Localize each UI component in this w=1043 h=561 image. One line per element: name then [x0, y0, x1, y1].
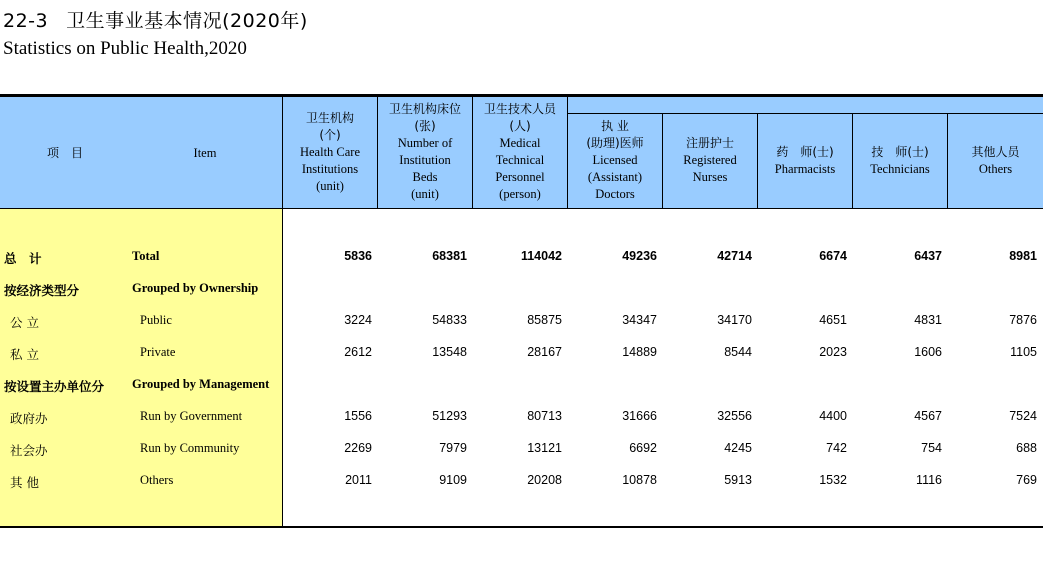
header-text: Pharmacists — [774, 162, 836, 176]
table-cell: 2023 — [819, 345, 847, 359]
header-beds — [378, 101, 472, 203]
table-cell: 1116 — [916, 473, 942, 487]
table-cell: 1532 — [819, 473, 847, 487]
page-title-zh — [3, 6, 308, 33]
table-cell: 32556 — [717, 409, 752, 423]
table-cell: 4567 — [914, 409, 942, 423]
row-label-zh: 按经济类型分 — [4, 283, 80, 298]
header-rule — [0, 208, 1043, 209]
row-label-zh: 按设置主办单位分 — [4, 379, 105, 394]
header-text: Personnel — [495, 170, 545, 184]
table-cell: 13121 — [527, 441, 562, 455]
table-cell: 754 — [921, 441, 942, 455]
table-cell: 80713 — [527, 409, 562, 423]
header-text: 卫生机构 — [305, 111, 354, 125]
table-cell: 7876 — [1009, 313, 1037, 327]
subheader-rule — [567, 113, 1043, 114]
table-cell: 2011 — [345, 473, 372, 487]
table-cell: 85875 — [527, 313, 562, 327]
table-cell: 2612 — [344, 345, 372, 359]
row-label-zh: 政府办 — [10, 411, 48, 426]
table-cell: 8544 — [724, 345, 752, 359]
header-text: (人) — [509, 119, 531, 133]
page-title-en: Statistics on Public Health,2020 — [3, 38, 247, 59]
table-cell: 4651 — [819, 313, 847, 327]
table-cell: 49236 — [622, 249, 657, 263]
row-label-en: Public — [140, 313, 172, 327]
header-institutions — [283, 110, 377, 195]
header-item-zh — [0, 145, 130, 162]
table-cell: 8981 — [1009, 249, 1037, 263]
header-item-en-text: Item — [193, 146, 217, 160]
top-rule — [0, 94, 1043, 97]
row-label-zh: 私 立 — [10, 347, 39, 362]
header-pharmacists — [758, 144, 852, 178]
header-text: Nurses — [692, 170, 728, 184]
row-label-en: Run by Community — [140, 441, 240, 455]
row-label-en: Others — [140, 473, 174, 487]
header-text: Health Care — [299, 145, 361, 159]
table-cell: 68381 — [432, 249, 467, 263]
header-text: Technicians — [870, 162, 930, 176]
header-text: (张) — [414, 119, 436, 133]
table-cell: 4400 — [819, 409, 847, 423]
table-cell: 54833 — [432, 313, 467, 327]
table-cell: 5913 — [724, 473, 752, 487]
header-text: 注册护士 — [685, 136, 734, 150]
header-doctors — [568, 118, 662, 203]
header-text: Number of — [397, 136, 453, 150]
table-cell: 14889 — [622, 345, 657, 359]
table-cell: 31666 — [622, 409, 657, 423]
table-cell: 1105 — [1010, 345, 1037, 359]
header-text: Licensed — [592, 153, 638, 167]
table-cell: 742 — [826, 441, 847, 455]
table-cell: 20208 — [527, 473, 562, 487]
row-label-en: Grouped by Ownership — [132, 281, 259, 295]
header-text: (个) — [319, 128, 341, 142]
header-text: Institutions — [301, 162, 359, 176]
row-label-zh: 总 计 — [4, 251, 42, 266]
table-cell: 1556 — [344, 409, 372, 423]
table-cell: 6674 — [819, 249, 847, 263]
table-cell: 688 — [1016, 441, 1037, 455]
table-cell: 7979 — [439, 441, 467, 455]
header-item-en — [130, 145, 280, 162]
header-text: (Assistant) — [587, 170, 643, 184]
header-nurses — [663, 135, 757, 186]
table-cell: 114042 — [520, 249, 562, 263]
table-cell: 34347 — [622, 313, 657, 327]
row-label-en: Total — [132, 249, 160, 263]
row-label-zh: 其 他 — [10, 475, 39, 490]
header-text: 执 业 — [601, 119, 629, 133]
header-text: Beds — [412, 170, 438, 184]
header-text: Technical — [495, 153, 545, 167]
table-cell: 13548 — [432, 345, 467, 359]
table-cell: 6437 — [914, 249, 942, 263]
header-text: (助理)医师 — [586, 136, 644, 150]
table-cell: 769 — [1016, 473, 1037, 487]
table-cell: 5836 — [344, 249, 372, 263]
header-text: Doctors — [595, 187, 635, 201]
header-text: (person) — [499, 187, 541, 201]
header-technicians — [853, 144, 947, 178]
table-cell: 28167 — [527, 345, 562, 359]
table-cell: 51293 — [432, 409, 467, 423]
header-item-zh-text: 项 目 — [46, 146, 83, 160]
header-others — [948, 144, 1043, 178]
header-text: 卫生技术人员 — [483, 102, 556, 116]
title-zh-text: 卫生事业基本情况(2020年) — [66, 10, 308, 32]
table-cell: 4245 — [724, 441, 752, 455]
table-cell: 3224 — [344, 313, 372, 327]
header-text: 技 师(士) — [871, 145, 929, 159]
row-label-zh: 公 立 — [10, 315, 39, 330]
header-text: Others — [978, 162, 1013, 176]
table-cell: 7524 — [1009, 409, 1037, 423]
table-cell: 42714 — [717, 249, 752, 263]
row-label-zh: 社会办 — [10, 443, 48, 458]
table-number: 22-3 — [3, 10, 49, 32]
table-cell: 4831 — [914, 313, 942, 327]
header-text: Institution — [399, 153, 451, 167]
row-label-en: Grouped by Management — [132, 377, 270, 391]
header-text: Registered — [683, 153, 737, 167]
row-label-en: Run by Government — [140, 409, 243, 423]
header-text: Medical — [499, 136, 541, 150]
header-personnel — [473, 101, 567, 203]
row-label-en: Private — [140, 345, 176, 359]
header-text: (unit) — [316, 179, 344, 193]
table-cell: 2269 — [344, 441, 372, 455]
header-text: 卫生机构床位 — [388, 102, 461, 116]
bottom-rule — [0, 526, 1043, 528]
table-cell: 10878 — [622, 473, 657, 487]
table-cell: 1606 — [914, 345, 942, 359]
table-cell: 34170 — [717, 313, 752, 327]
header-text: 其他人员 — [971, 145, 1020, 159]
header-text: 药 师(士) — [776, 145, 834, 159]
table-cell: 6692 — [629, 441, 657, 455]
table-cell: 9109 — [439, 473, 467, 487]
header-text: (unit) — [411, 187, 439, 201]
